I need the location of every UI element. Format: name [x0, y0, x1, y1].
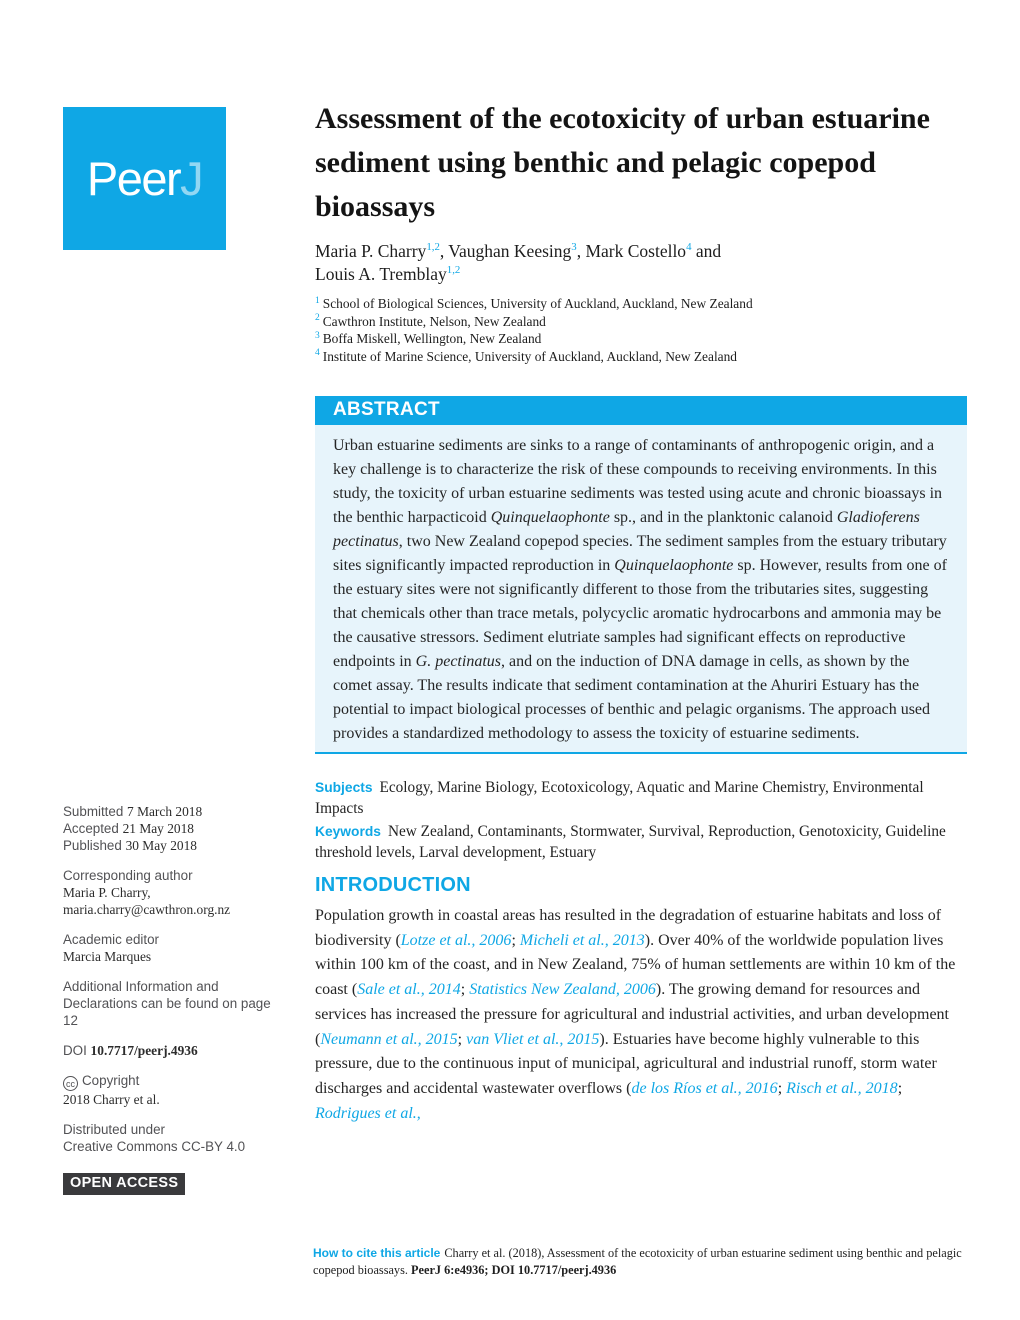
citation-link[interactable]: de los Ríos et al., 2016	[631, 1079, 778, 1097]
published-date: 30 May 2018	[125, 838, 197, 853]
copyright-label: Copyright	[82, 1073, 140, 1088]
academic-editor-name: Marcia Marques	[63, 949, 152, 964]
license-block	[63, 1121, 285, 1155]
affiliation-item	[315, 330, 967, 348]
citation-link[interactable]: Risch et al., 2018	[786, 1079, 898, 1097]
history-dates	[63, 803, 285, 854]
accepted-date: 21 May 2018	[122, 821, 194, 836]
abstract-body: Urban estuarine sediments are sinks to a range of contaminants of anthropogenic origin, and a key challenge is to characterize the risk of these compounds to receiving environments. In this study, the toxicity of urban estuarine sediments was tested using acute and chronic bioassays in the benthic harpacticoid Quinquelaophonte sp., and in the planktonic calanoid Gladioferens pectinatus, two New Zealand copepod species. The sediment samples from the estuary tributary sites significantly impacted reproduction in Quinquelaophonte sp. However, results from one of the estuary sites were not significantly different to those from the tributaries sites, suggesting that chemicals other than trace metals, polycyclic aromatic hydrocarbons and ammonia may be the causative stressors. Sediment elutriate samples had significant effects on reproductive endpoints in G. pectinatus, and on the induction of DNA damage in cells, as shown by the comet assay. The results indicate that sediment contamination at the Ahuriri Estuary has the potential to impact biological processes of benthic and pelagic organisms. The approach used provides a standardized methodology to assess the toxicity of estuarine sediments.	[333, 437, 947, 742]
corresponding-author-label: Corresponding author	[63, 868, 193, 883]
submitted-label: Submitted	[63, 804, 124, 819]
affiliation-item	[315, 313, 967, 331]
peerj-logo-text: Peer	[86, 152, 181, 205]
open-access-badge: OPEN ACCESS	[63, 1173, 185, 1195]
authors-block	[315, 240, 967, 286]
copyright-block	[63, 1072, 285, 1108]
affiliation-number: 2	[315, 313, 320, 324]
submitted-date: 7 March 2018	[127, 804, 203, 819]
subjects-value: Ecology, Marine Biology, Ecotoxicology, Aquatic and Marine Chemistry, Environmental Impacts	[315, 779, 924, 817]
how-to-cite-label: How to cite this article	[313, 1246, 441, 1260]
citation-text: Charry et al. (2018), Assessment of the ecotoxicity of urban estuarine sediment using benthic and pelagic copepod bioassays. PeerJ 6:e4936; DOI 10.7717/peerj.4936	[313, 1246, 962, 1277]
copyright-value: 2018 Charry et al.	[63, 1092, 160, 1107]
affiliation-item	[315, 348, 967, 366]
published-label: Published	[63, 838, 122, 853]
citation-link[interactable]: Neumann et al., 2015	[320, 1030, 458, 1048]
citation-link[interactable]: Statistics New Zealand, 2006	[469, 981, 656, 999]
citation-link[interactable]: Micheli et al., 2013	[519, 931, 645, 949]
citation-link[interactable]: Rodrigues et al.,	[315, 1104, 421, 1122]
affiliation-text: Cawthron Institute, Nelson, New Zealand	[322, 313, 546, 329]
subjects-label: Subjects	[315, 780, 373, 795]
affiliation-text: Boffa Miskell, Wellington, New Zealand	[322, 331, 542, 346]
academic-editor-block	[63, 931, 285, 965]
affiliation-item	[315, 295, 967, 313]
peerj-logo	[63, 107, 226, 250]
license-value[interactable]: Creative Commons CC-BY 4.0	[63, 1139, 246, 1154]
copyright-line	[63, 1072, 285, 1091]
keywords-value: New Zealand, Contaminants, Stormwater, Survival, Reproduction, Genotoxicity, Guideline threshold levels, Larval development, Estuary	[315, 823, 946, 861]
citation-link[interactable]: Lotze et al., 2006	[400, 931, 512, 949]
license-label: Distributed under	[63, 1122, 165, 1137]
citation-link[interactable]: Sale et al., 2014	[357, 981, 461, 999]
citation-link[interactable]: van Vliet et al., 2015	[466, 1030, 600, 1048]
affiliations-block	[315, 295, 967, 365]
affiliation-text: School of Biological Sciences, University of Auckland, Auckland, New Zealand	[322, 296, 753, 311]
affiliation-number: 3	[315, 330, 320, 341]
additional-info-note: Additional Information and Declarations can be found on page 12	[63, 979, 271, 1028]
doi-value[interactable]: 10.7717/peerj.4936	[90, 1043, 198, 1058]
authors-line-1: Maria P. Charry$^{1,2}$, Vaughan Keesing$^3$, Mark Costello$^4$ and	[315, 241, 722, 261]
abstract-heading: ABSTRACT	[315, 396, 967, 425]
main-column	[315, 97, 967, 1126]
subjects-line	[315, 777, 967, 819]
accepted-line	[63, 820, 285, 837]
doi-label: DOI	[63, 1043, 87, 1058]
creative-commons-icon: cc	[63, 1076, 78, 1091]
accepted-label: Accepted	[63, 821, 119, 836]
corresponding-author-email[interactable]: maria.charry@cawthron.org.nz	[63, 902, 231, 917]
subjects-keywords-block	[315, 777, 967, 863]
published-line	[63, 837, 285, 854]
introduction-heading: INTRODUCTION	[315, 874, 471, 896]
article-title: Assessment of the ecotoxicity of urban estuarine sediment using benthic and pelagic copepod bioassays	[315, 102, 930, 223]
submitted-line	[63, 803, 285, 820]
introduction-body: Population growth in coastal areas has resulted in the degradation of estuarine habitats and loss of biodiversity (Lotze et al., 2006; Micheli et al., 2013). Over 40% of the worldwide population lives within 100 km of the coast, and in New Zealand, 75% of human settlements are within 10 km of the coast (Sale et al., 2014; Statistics New Zealand, 2006). The growing demand for resources and services has increased the pressure for agricultural and industrial activities, and urban development (Neumann et al., 2015; van Vliet et al., 2015). Estuaries have become highly vulnerable to this pressure, due to the continuous input of municipal, agricultural and industrial runoff, storm water discharges and accidental wastewater overflows (de los Ríos et al., 2016; Risch et al., 2018; Rodrigues et al.,	[315, 907, 956, 1122]
footer-citation	[313, 1245, 975, 1279]
authors-line-2: Louis A. Tremblay$^{1,2}$	[315, 264, 461, 284]
keywords-label: Keywords	[315, 824, 381, 839]
affiliation-number: 4	[315, 348, 320, 359]
academic-editor-label: Academic editor	[63, 932, 160, 947]
doi-line	[63, 1042, 285, 1059]
corresponding-author-block	[63, 867, 285, 918]
affiliation-number: 1	[315, 295, 320, 306]
corresponding-author-name: Maria P. Charry,	[63, 885, 151, 900]
affiliation-text: Institute of Marine Science, University of Auckland, Auckland, New Zealand	[322, 348, 737, 364]
article-meta-sidebar	[63, 803, 285, 1195]
abstract-section	[315, 396, 967, 754]
peerj-logo-j: J	[180, 152, 203, 205]
keywords-line	[315, 821, 967, 863]
